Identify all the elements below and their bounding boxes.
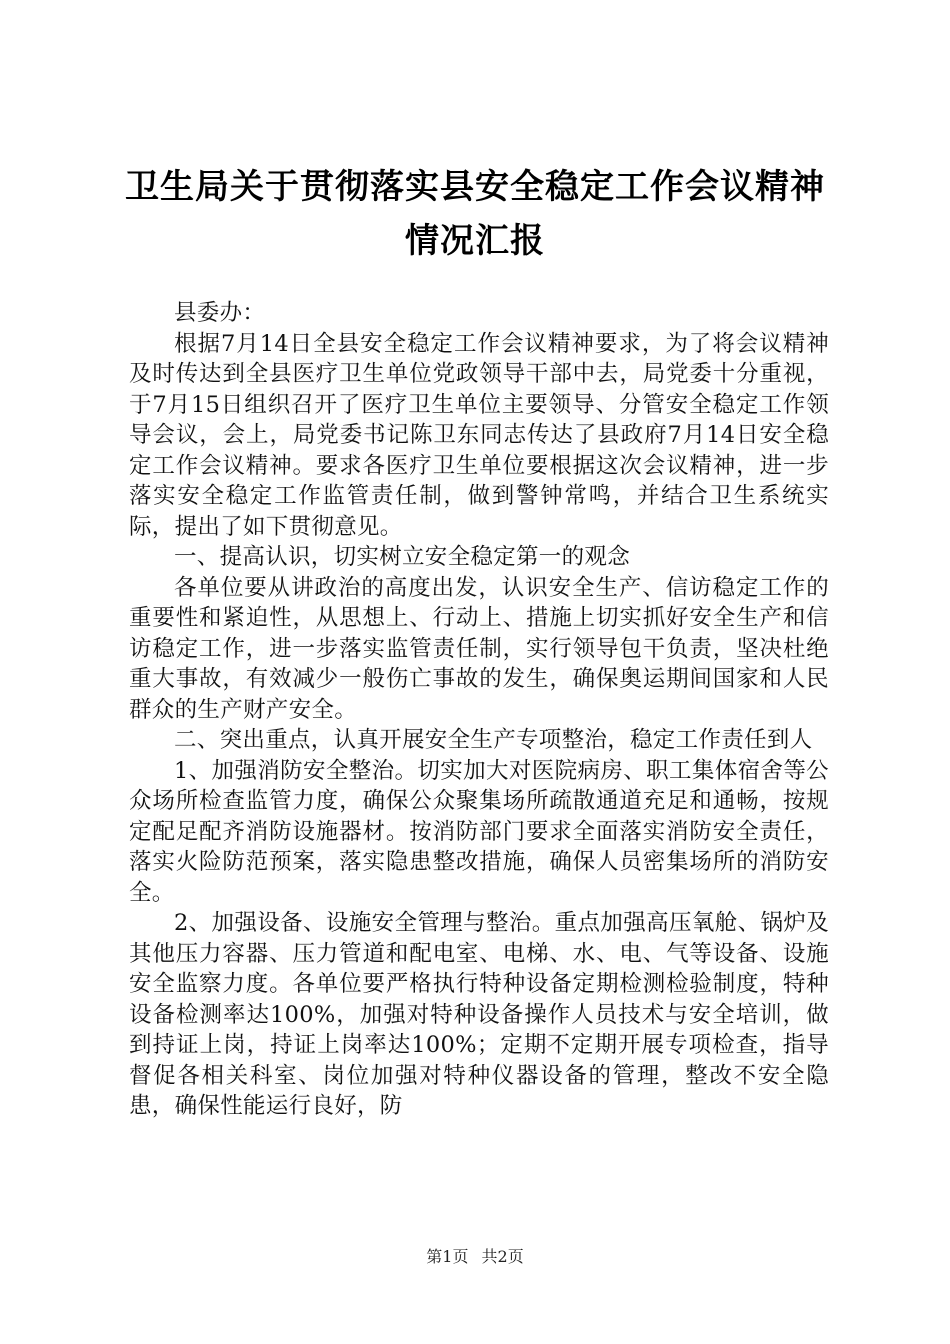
section-heading-1: 一、提高认识，切实树立安全稳定第一的观念 [174,544,631,570]
title-line-2: 情况汇报 [405,221,545,261]
document-title [110,160,840,268]
page-number: 第1页 [426,1247,469,1266]
page-total: 共2页 [481,1247,524,1266]
paragraph-section-1: 各单位要从讲政治的高度出发，认识安全生产、信访稳定工作的重要性和紧迫性，从思想上、行动上、措施上切实抓好安全生产和信访稳定工作，进一步落实监管责任制，实行领导包干负责，坚决杜绝重大事故，有效减少一般伤亡事故的发生，确保奥运期间国家和人民群众的生产财产安全。 [129,574,829,723]
section-heading-2: 二、突出重点，认真开展安全生产专项整治，稳定工作责任到人 [174,727,813,753]
page-footer [0,1244,950,1267]
document-body [129,298,829,1122]
paragraph-intro: 根据7月14日全县安全稳定工作会议精神要求，为了将会议精神及时传达到全县医疗卫生单位党政领导干部中去，局党委十分重视，于7月15日组织召开了医疗卫生单位主要领导、分管安全稳定工作领导会议，会上，局党委书记陈卫东同志传达了县政府7月14日安全稳定工作会议精神。要求各医疗卫生单位要根据这次会议精神，进一步落实安全稳定工作监管责任制，做到警钟常鸣，并结合卫生系统实际，提出了如下贯彻意见。 [129,330,829,540]
salutation: 县委办： [174,300,266,326]
title-line-1: 卫生局关于贯彻落实县安全稳定工作会议精神 [125,167,825,207]
paragraph-item-2: 2、加强设备、设施安全管理与整治。重点加强高压氧舱、锅炉及其他压力容器、压力管道和配电室、电梯、水、电、气等设备、设施安全监察力度。各单位要严格执行特种设备定期检测检验制度，特种设备检测率达100%，加强对特种设备操作人员技术与安全培训，做到持证上岗，持证上岗率达100%；定期不定期开展专项检查，指导督促各相关科室、岗位加强对特种仪器设备的管理，整改不安全隐患，确保性能运行良好，防 [129,910,829,1119]
paragraph-item-1: 1、加强消防安全整治。切实加大对医院病房、职工集体宿舍等公众场所检查监管力度，确保公众聚集场所疏散通道充足和通畅，按规定配足配齐消防设施器材。按消防部门要求全面落实消防安全责任，落实火险防范预案，落实隐患整改措施，确保人员密集场所的消防安全。 [129,757,829,906]
